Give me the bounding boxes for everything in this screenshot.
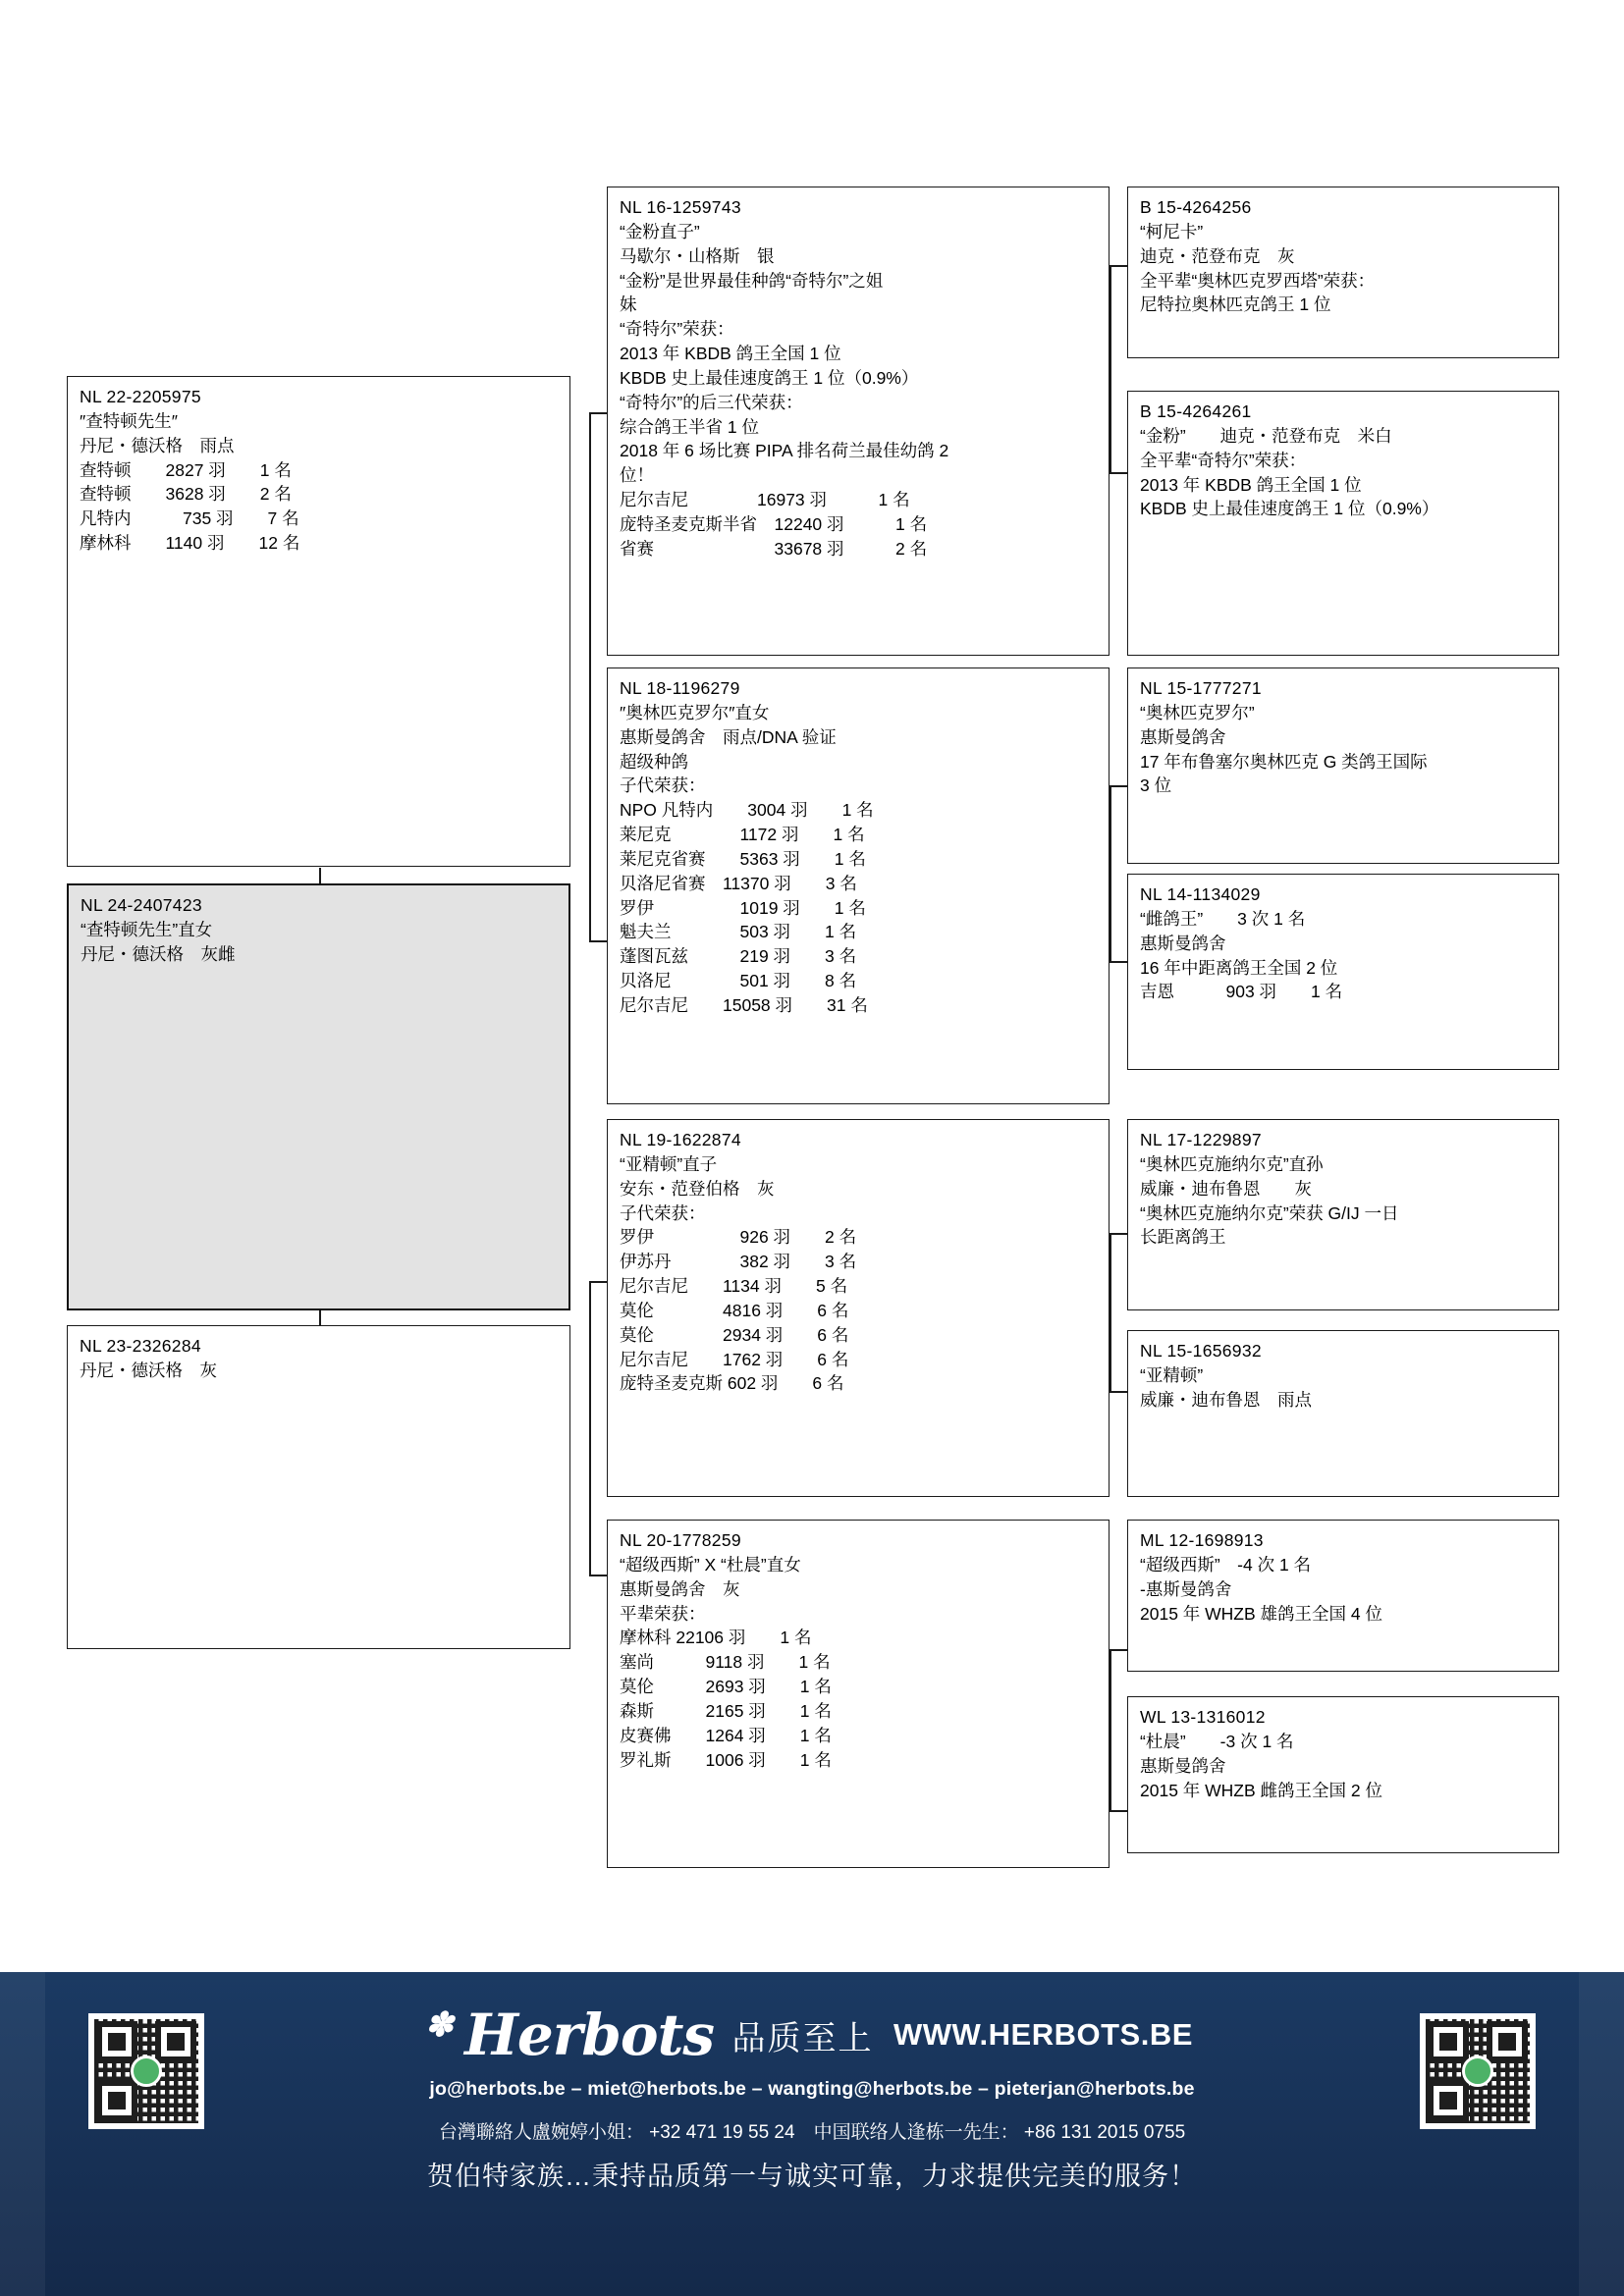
brand-logo <box>425 2002 715 2068</box>
detail-line: “亚精顿” <box>1140 1364 1204 1385</box>
ring-number: NL 19-1622874 <box>620 1130 741 1149</box>
detail-line: 妹 <box>620 294 637 315</box>
detail-line: 贝洛尼 501 羽 8 名 <box>620 971 857 991</box>
detail-line: 2013 年 KBDB 鸽王全国 1 位 <box>1140 474 1362 495</box>
footer-slogan: 贺伯特家族…秉持品质第一与诚实可靠，力求提供完美的服务！ <box>427 2162 1197 2191</box>
pedigree-box-gen3-5[interactable] <box>1127 1119 1559 1310</box>
connector <box>1110 265 1111 473</box>
connector <box>1110 785 1111 962</box>
ring-number: NL 15-1656932 <box>1140 1341 1262 1361</box>
detail-line: “金粉直子” <box>620 221 700 241</box>
detail-line: 莫伦 4816 羽 6 名 <box>620 1300 849 1320</box>
detail-line: 超级种鸽 <box>620 751 688 772</box>
pedigree-box-gen3-1[interactable] <box>1127 187 1559 358</box>
detail-line: 丹尼・德沃格 雨点 <box>80 435 235 455</box>
ring-number: NL 23-2326284 <box>80 1336 201 1356</box>
detail-line: ″查特顿先生″ <box>80 410 178 431</box>
detail-line: “奇特尔”荣获： <box>620 319 734 340</box>
detail-line: “柯尼卡” <box>1140 221 1204 241</box>
detail-line: 罗礼斯 1006 羽 1 名 <box>620 1749 832 1770</box>
ring-number: NL 22-2205975 <box>80 387 201 406</box>
detail-line: 惠斯曼鸽舍 <box>1140 933 1226 953</box>
detail-line: 蓬图瓦兹 219 羽 3 名 <box>620 946 857 967</box>
detail-line: NPO 凡特内 3004 羽 1 名 <box>620 800 874 821</box>
detail-line: 查特顿 2827 羽 1 名 <box>80 459 292 480</box>
connector <box>1110 785 1127 787</box>
detail-line: 长距离鸽王 <box>1140 1227 1226 1248</box>
detail-line: 尼特拉奥林匹克鸽王 1 位 <box>1140 294 1331 315</box>
detail-line: 综合鸽王半省 1 位 <box>620 416 759 437</box>
detail-line: 罗伊 1019 羽 1 名 <box>620 897 866 918</box>
detail-line: 马歇尔・山格斯 银 <box>620 245 775 266</box>
detail-line: “奥林匹克罗尔” <box>1140 702 1255 722</box>
pedigree-box-dam[interactable] <box>67 1325 570 1649</box>
detail-line: 魁夫兰 503 羽 1 名 <box>620 922 857 942</box>
connector <box>589 1575 607 1576</box>
detail-line: 迪克・范登布克 灰 <box>1140 245 1295 266</box>
detail-line: “雌鸽王” 3 次 1 名 <box>1140 908 1306 929</box>
connector <box>1110 265 1127 267</box>
detail-line: “奇特尔”的后三代荣获： <box>620 392 803 412</box>
detail-line: 尼尔吉尼 1762 羽 6 名 <box>620 1349 849 1369</box>
connector <box>589 940 607 942</box>
ring-number: NL 20-1778259 <box>620 1530 741 1550</box>
detail-line: 惠斯曼鸽舍 灰 <box>620 1578 740 1599</box>
pedigree-box-gen3-4[interactable] <box>1127 874 1559 1070</box>
brand-name: Herbots <box>464 2002 715 2068</box>
pedigree-box-gen2-3[interactable] <box>607 1119 1110 1497</box>
connector <box>1110 1233 1111 1392</box>
ring-number: NL 16-1259743 <box>620 197 741 217</box>
pedigree-box-gen3-8[interactable] <box>1127 1696 1559 1853</box>
ring-number: ML 12-1698913 <box>1140 1530 1264 1550</box>
detail-line: 2018 年 6 场比赛 PIPA 排名荷兰最佳幼鸽 2 <box>620 441 949 461</box>
detail-line: 16 年中距离鸽王全国 2 位 <box>1140 957 1338 978</box>
detail-line: 17 年布鲁塞尔奥林匹克 G 类鸽王国际 <box>1140 751 1428 772</box>
connector <box>589 1281 591 1575</box>
detail-line: 丹尼・德沃格 灰 <box>80 1360 217 1380</box>
detail-line: “查特顿先生”直女 <box>81 919 213 939</box>
pedigree-box-gen2-2[interactable] <box>607 667 1110 1104</box>
pedigree-box-gen3-6[interactable] <box>1127 1330 1559 1497</box>
detail-line: “奥林匹克施纳尔克”荣获 G/IJ 一日 <box>1140 1202 1399 1223</box>
connector <box>1110 1649 1127 1651</box>
detail-line: “杜晨” -3 次 1 名 <box>1140 1731 1294 1751</box>
detail-line: 森斯 2165 羽 1 名 <box>620 1700 832 1721</box>
brand-row <box>0 2002 1624 2068</box>
detail-line: 位！ <box>620 465 654 486</box>
contact-phones: 台灣聯絡人盧婉婷小姐： +32 471 19 55 24 中国联络人逢栋一先生： +86 131 2015 0755 <box>438 2122 1186 2143</box>
ring-number: NL 15-1777271 <box>1140 678 1262 698</box>
detail-line: 安东・范登伯格 灰 <box>620 1178 775 1199</box>
detail-line: 尼尔吉尼 15058 羽 31 名 <box>620 994 868 1015</box>
detail-line: 惠斯曼鸽舍 <box>1140 1755 1226 1776</box>
detail-line: 丹尼・德沃格 灰雌 <box>81 943 236 964</box>
footer-banner <box>0 1972 1624 2296</box>
detail-line: “金粉” 迪克・范登布克 米白 <box>1140 425 1392 446</box>
ring-number: NL 17-1229897 <box>1140 1130 1262 1149</box>
detail-line: KBDB 史上最佳速度鸽王 1 位（0.9%） <box>1140 499 1439 519</box>
website-link[interactable]: WWW.HERBOTS.BE <box>893 2017 1193 2052</box>
detail-line: ″奥林匹克罗尔″直女 <box>620 702 770 722</box>
detail-line: 平辈荣获： <box>620 1603 706 1624</box>
detail-line: 莫伦 2693 羽 1 名 <box>620 1677 832 1697</box>
detail-line: 威廉・迪布鲁恩 雨点 <box>1140 1389 1312 1410</box>
connector <box>589 412 607 414</box>
detail-line: 查特顿 3628 羽 2 名 <box>80 484 292 505</box>
connector <box>589 412 591 942</box>
contact-emails[interactable]: jo@herbots.be – miet@herbots.be – wangting@herbots.be – pieterjan@herbots.be <box>429 2078 1195 2100</box>
detail-line: 2015 年 WHZB 雌鸽王全国 2 位 <box>1140 1780 1382 1800</box>
detail-line: 皮赛佛 1264 羽 1 名 <box>620 1725 832 1745</box>
feather-icon: ✽ <box>425 2005 453 2045</box>
detail-line: 惠斯曼鸽舍 雨点/DNA 验证 <box>620 726 837 747</box>
connector <box>319 1310 321 1325</box>
detail-line: 省赛 33678 羽 2 名 <box>620 538 928 559</box>
detail-line: 全平辈“奇特尔”荣获： <box>1140 450 1307 470</box>
detail-line: 2015 年 WHZB 雄鸽王全国 4 位 <box>1140 1603 1382 1624</box>
detail-line: 莱尼克省赛 5363 羽 1 名 <box>620 848 866 869</box>
detail-line: “超级西斯” -4 次 1 名 <box>1140 1554 1312 1575</box>
ring-number: WL 13-1316012 <box>1140 1707 1266 1727</box>
detail-line: “亚精顿”直子 <box>620 1153 718 1174</box>
detail-line: 罗伊 926 羽 2 名 <box>620 1227 857 1248</box>
pedigree-box-gen3-2[interactable] <box>1127 391 1559 656</box>
ring-number: NL 14-1134029 <box>1140 884 1261 904</box>
pedigree-box-gen2-1[interactable] <box>607 187 1110 656</box>
detail-line: KBDB 史上最佳速度鸽王 1 位（0.9%） <box>620 367 919 388</box>
detail-line: “金粉”是世界最佳种鸽“奇特尔”之姐 <box>620 270 884 291</box>
detail-line: 莫伦 2934 羽 6 名 <box>620 1324 849 1345</box>
detail-line: 全平辈“奥林匹克罗西塔”荣获： <box>1140 270 1376 291</box>
detail-line: 摩林科 22106 羽 1 名 <box>620 1628 812 1648</box>
detail-line: 凡特内 735 羽 7 名 <box>80 508 299 529</box>
detail-line: 莱尼克 1172 羽 1 名 <box>620 825 865 845</box>
ring-number: NL 18-1196279 <box>620 678 740 698</box>
ring-number: B 15-4264256 <box>1140 197 1252 217</box>
pedigree-box-gen3-3[interactable] <box>1127 667 1559 864</box>
detail-line: -惠斯曼鸽舍 <box>1140 1578 1232 1599</box>
detail-line: 3 位 <box>1140 775 1172 796</box>
connector <box>1110 472 1127 474</box>
ring-number: NL 24-2407423 <box>81 895 202 915</box>
pedigree-box-sire[interactable] <box>67 376 570 867</box>
connector <box>1110 1649 1111 1811</box>
brand-slogan-cn: 品质至上 <box>731 2019 874 2057</box>
pedigree-box-gen2-4[interactable] <box>607 1520 1110 1868</box>
detail-line: 塞尚 9118 羽 1 名 <box>620 1652 831 1673</box>
detail-line: 庞特圣麦克斯半省 12240 羽 1 名 <box>620 513 928 534</box>
detail-line: 子代荣获： <box>620 775 706 796</box>
detail-line: 子代荣获： <box>620 1202 706 1223</box>
detail-line: 贝洛尼省赛 11370 羽 3 名 <box>620 873 857 893</box>
connector <box>1110 961 1127 963</box>
connector <box>1110 1810 1127 1812</box>
detail-line: 2013 年 KBDB 鸽王全国 1 位 <box>620 344 841 364</box>
connector <box>1110 1233 1127 1235</box>
detail-line: 尼尔吉尼 1134 羽 5 名 <box>620 1276 848 1297</box>
ring-number: B 15-4264261 <box>1140 401 1252 421</box>
connector <box>1110 1391 1127 1393</box>
detail-line: “奥林匹克施纳尔克”直孙 <box>1140 1153 1324 1174</box>
pedigree-box-subject[interactable] <box>67 883 570 1310</box>
connector <box>589 1281 607 1283</box>
detail-line: 吉恩 903 羽 1 名 <box>1140 982 1343 1002</box>
detail-line: 摩林科 1140 羽 12 名 <box>80 533 300 554</box>
detail-line: 伊苏丹 382 羽 3 名 <box>620 1252 857 1272</box>
detail-line: “超级西斯” X “杜晨”直女 <box>620 1554 801 1575</box>
detail-line: 庞特圣麦克斯 602 羽 6 名 <box>620 1373 844 1394</box>
detail-line: 威廉・迪布鲁恩 灰 <box>1140 1178 1312 1199</box>
pedigree-box-gen3-7[interactable] <box>1127 1520 1559 1672</box>
detail-line: 惠斯曼鸽舍 <box>1140 726 1226 747</box>
detail-line: 尼尔吉尼 16973 羽 1 名 <box>620 490 910 510</box>
